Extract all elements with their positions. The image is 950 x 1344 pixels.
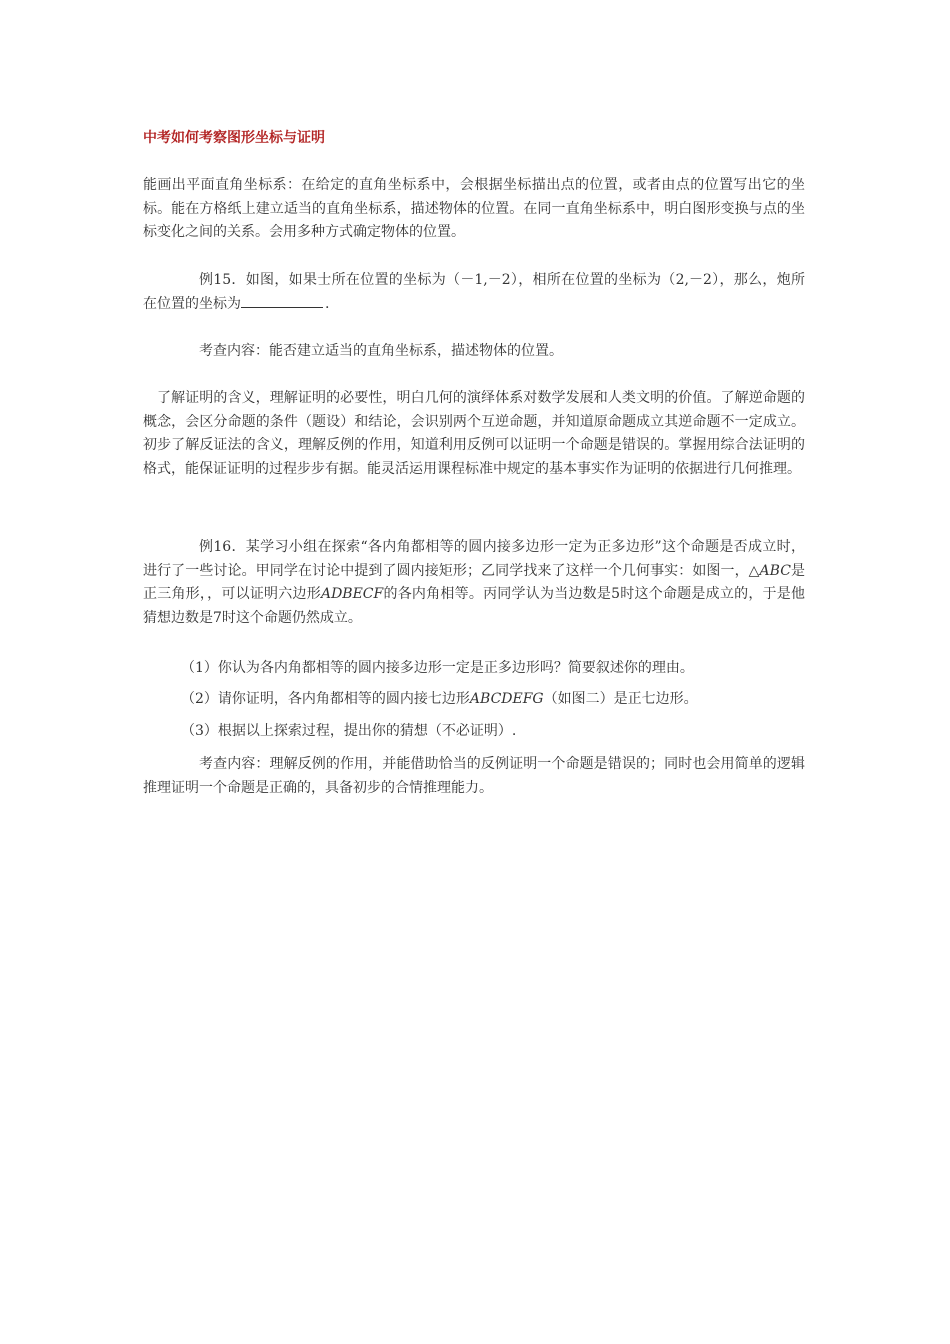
example15-end: . bbox=[325, 295, 330, 312]
example15-paragraph bbox=[143, 269, 805, 316]
section1-intro-paragraph: 能画出平面直角坐标系：在给定的直角坐标系中，会根据坐标描出点的位置，或者由点的位置写出它的坐标。能在方格纸上建立适当的直角坐标系，描述物体的位置。在同一直角坐标系中，明白图形变换与点的坐标变化之间的关系。会用多种方式确定物体的位置。 bbox=[143, 177, 805, 240]
example16-paragraph bbox=[143, 536, 805, 630]
example16-text-part3: 的各内角相等。丙同学认为当边数是5时这个命题是成立的，于是他猜想边数是7时这个命题仍然成立。 bbox=[143, 586, 806, 626]
heptagon-label: ABCDEFG bbox=[469, 691, 544, 707]
example16-focus-paragraph: 考查内容：理解反例的作用，并能借助恰当的反例证明一个命题是错误的；同时也会用简单的逻辑推理证明一个命题是正确的，具备初步的合情推理能力。 bbox=[143, 756, 805, 796]
example16-text-part1: 例16．某学习小组在探索“各内角都相等的圆内接多边形一定为正多边形”这个命题是否成立时，进行了一些讨论。甲同学在讨论中提到了圆内接矩形；乙同学找来了这样一个几何事实：如图一，△ bbox=[143, 539, 805, 579]
example15-focus-paragraph: 考查内容：能否建立适当的直角坐标系，描述物体的位置。 bbox=[199, 343, 563, 359]
answer-blank bbox=[241, 293, 323, 308]
question-2 bbox=[181, 688, 698, 712]
question-2-part2: （如图二）是正七边形。 bbox=[543, 691, 698, 707]
hexagon-label: ADBECF bbox=[320, 586, 384, 602]
triangle-label: ABC bbox=[759, 562, 791, 579]
section2-intro-paragraph: 了解证明的含义，理解证明的必要性，明白几何的演绎体系对数学发展和人类文明的价值。了解逆命题的概念，会区分命题的条件（题设）和结论，会识别两个互逆命题，并知道原命题成立其逆命题不一定成立。初步了解反证法的含义，理解反例的作用，知道利用反例可以证明一个命题是错误的。掌握用综合法证明的格式，能保证证明的过程步步有据。能灵活运用课程标准中规定的基本事实作为证明的依据进行几何推理。 bbox=[143, 390, 805, 477]
question-2-part1: （2）请你证明，各内角都相等的圆内接七边形 bbox=[181, 691, 470, 707]
example16-text-part2: 是正三角形，，可以证明六边形 bbox=[143, 562, 806, 602]
question-1: （1）你认为各内角都相等的圆内接多边形一定是正多边形吗？简要叙述你的理由。 bbox=[181, 660, 694, 676]
example15-text: 例15．如图，如果士所在位置的坐标为（－1,－2），相所在位置的坐标为（2,－2），那么，炮所在位置的坐标为 bbox=[143, 272, 805, 312]
question-3: （3）根据以上探索过程，提出你的猜想（不必证明）. bbox=[181, 723, 517, 739]
document-title: 中考如何考察图形坐标与证明 bbox=[143, 130, 325, 146]
